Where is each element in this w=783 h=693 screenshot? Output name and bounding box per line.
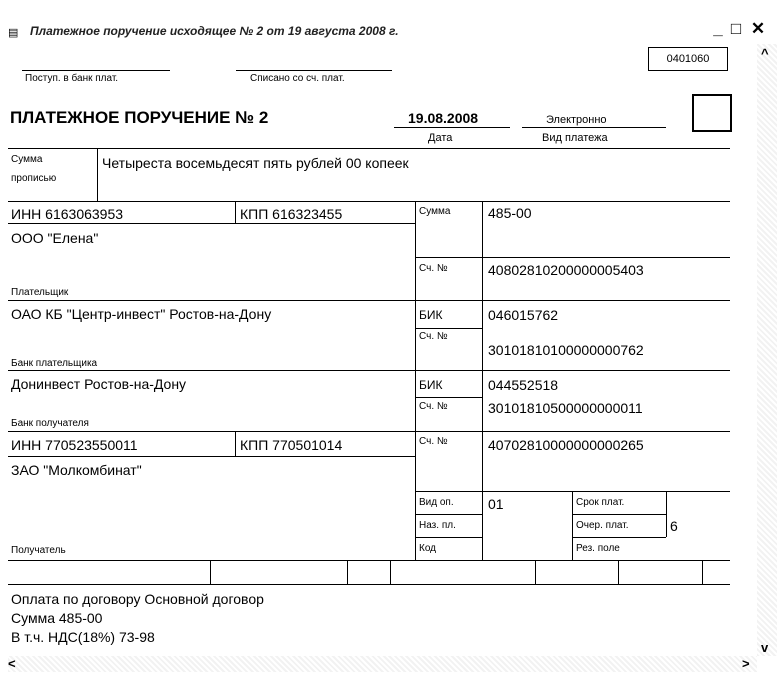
payer-label: Плательщик <box>11 287 69 298</box>
scroll-up-button[interactable]: ^ <box>761 46 769 61</box>
payer-bank-label: Банк плательщика <box>11 358 98 369</box>
received-label: Поступ. в банк плат. <box>25 73 119 84</box>
recipient-bank-name: Донинвест Ростов-на-Дону <box>11 376 187 392</box>
recipient-account-label: Сч. № <box>419 436 448 447</box>
amount-words: Четыреста восемьдесят пять рублей 00 копеек <box>102 155 409 171</box>
date-label: Дата <box>428 132 453 144</box>
recipient-account-value: 40702810000000000265 <box>488 437 644 453</box>
code-label: Код <box>419 543 437 554</box>
purpose-line-2: Сумма 485-00 <box>11 610 103 626</box>
recipient-bik-value: 044552518 <box>488 377 559 393</box>
vertical-scrollbar[interactable] <box>757 44 777 656</box>
payment-type-label: Вид платежа <box>542 132 608 144</box>
reserve-label: Рез. поле <box>576 543 620 554</box>
payer-bik-value: 046015762 <box>488 307 559 323</box>
payment-type-value: Электронно <box>546 114 607 126</box>
debited-label: Списано со сч. плат. <box>250 73 345 84</box>
payer-bik-label: БИК <box>419 308 443 322</box>
recipient-label: Получатель <box>11 545 66 556</box>
minimize-button[interactable]: _ <box>713 19 723 38</box>
window-title: Платежное поручение исходящее № 2 от 19 августа 2008 г. <box>30 24 399 38</box>
scroll-down-button[interactable]: v <box>761 640 769 655</box>
recipient-bank-account-value: 30101810500000000011 <box>488 400 643 416</box>
sum-label: Сумма <box>419 206 451 217</box>
term-label: Срок плат. <box>576 497 625 508</box>
purpose-code-label: Наз. пл. <box>419 520 456 531</box>
order-value: 6 <box>670 518 678 534</box>
recipient-name: ЗАО "Молкомбинат" <box>11 462 142 478</box>
operation-type-label: Вид оп. <box>419 497 454 508</box>
operation-type-value: 01 <box>488 496 504 512</box>
payer-account-value: 40802810200000005403 <box>488 262 644 278</box>
payer-inn: ИНН 6163063953 <box>11 206 124 222</box>
payer-bank-account-value: 30101810100000000762 <box>488 342 644 358</box>
horizontal-scrollbar[interactable] <box>8 656 757 672</box>
payer-bank-account-label: Сч. № <box>419 331 448 342</box>
page-title: ПЛАТЕЖНОЕ ПОРУЧЕНИЕ № 2 <box>10 108 269 127</box>
maximize-button[interactable]: □ <box>730 19 742 38</box>
recipient-kpp: КПП 770501014 <box>240 437 343 453</box>
recipient-bank-label: Банк получателя <box>11 418 89 429</box>
date-value: 19.08.2008 <box>408 110 479 126</box>
recipient-bik-label: БИК <box>419 378 443 392</box>
amount-words-label: Сумма <box>11 154 43 165</box>
payer-name: ООО "Елена" <box>11 230 99 246</box>
payer-account-label: Сч. № <box>419 263 448 274</box>
payer-bank-name: ОАО КБ "Центр-инвест" Ростов-на-Дону <box>11 306 272 322</box>
recipient-inn: ИНН 770523550011 <box>11 437 138 453</box>
close-button[interactable]: ✕ <box>750 19 766 38</box>
document-icon: ▤ <box>8 27 19 39</box>
purpose-line-1: Оплата по договору Основной договор <box>11 591 264 607</box>
check-box-field <box>692 94 732 132</box>
order-label: Очер. плат. <box>576 520 629 531</box>
sum-value: 485-00 <box>488 205 532 221</box>
purpose-line-3: В т.ч. НДС(18%) 73-98 <box>11 629 155 645</box>
scroll-right-button[interactable]: > <box>742 656 750 671</box>
amount-words-label-2: прописью <box>11 173 57 184</box>
payer-kpp: КПП 616323455 <box>240 206 343 222</box>
scroll-left-button[interactable]: < <box>8 656 16 671</box>
recipient-bank-account-label: Сч. № <box>419 401 448 412</box>
form-code: 0401060 <box>648 47 728 71</box>
